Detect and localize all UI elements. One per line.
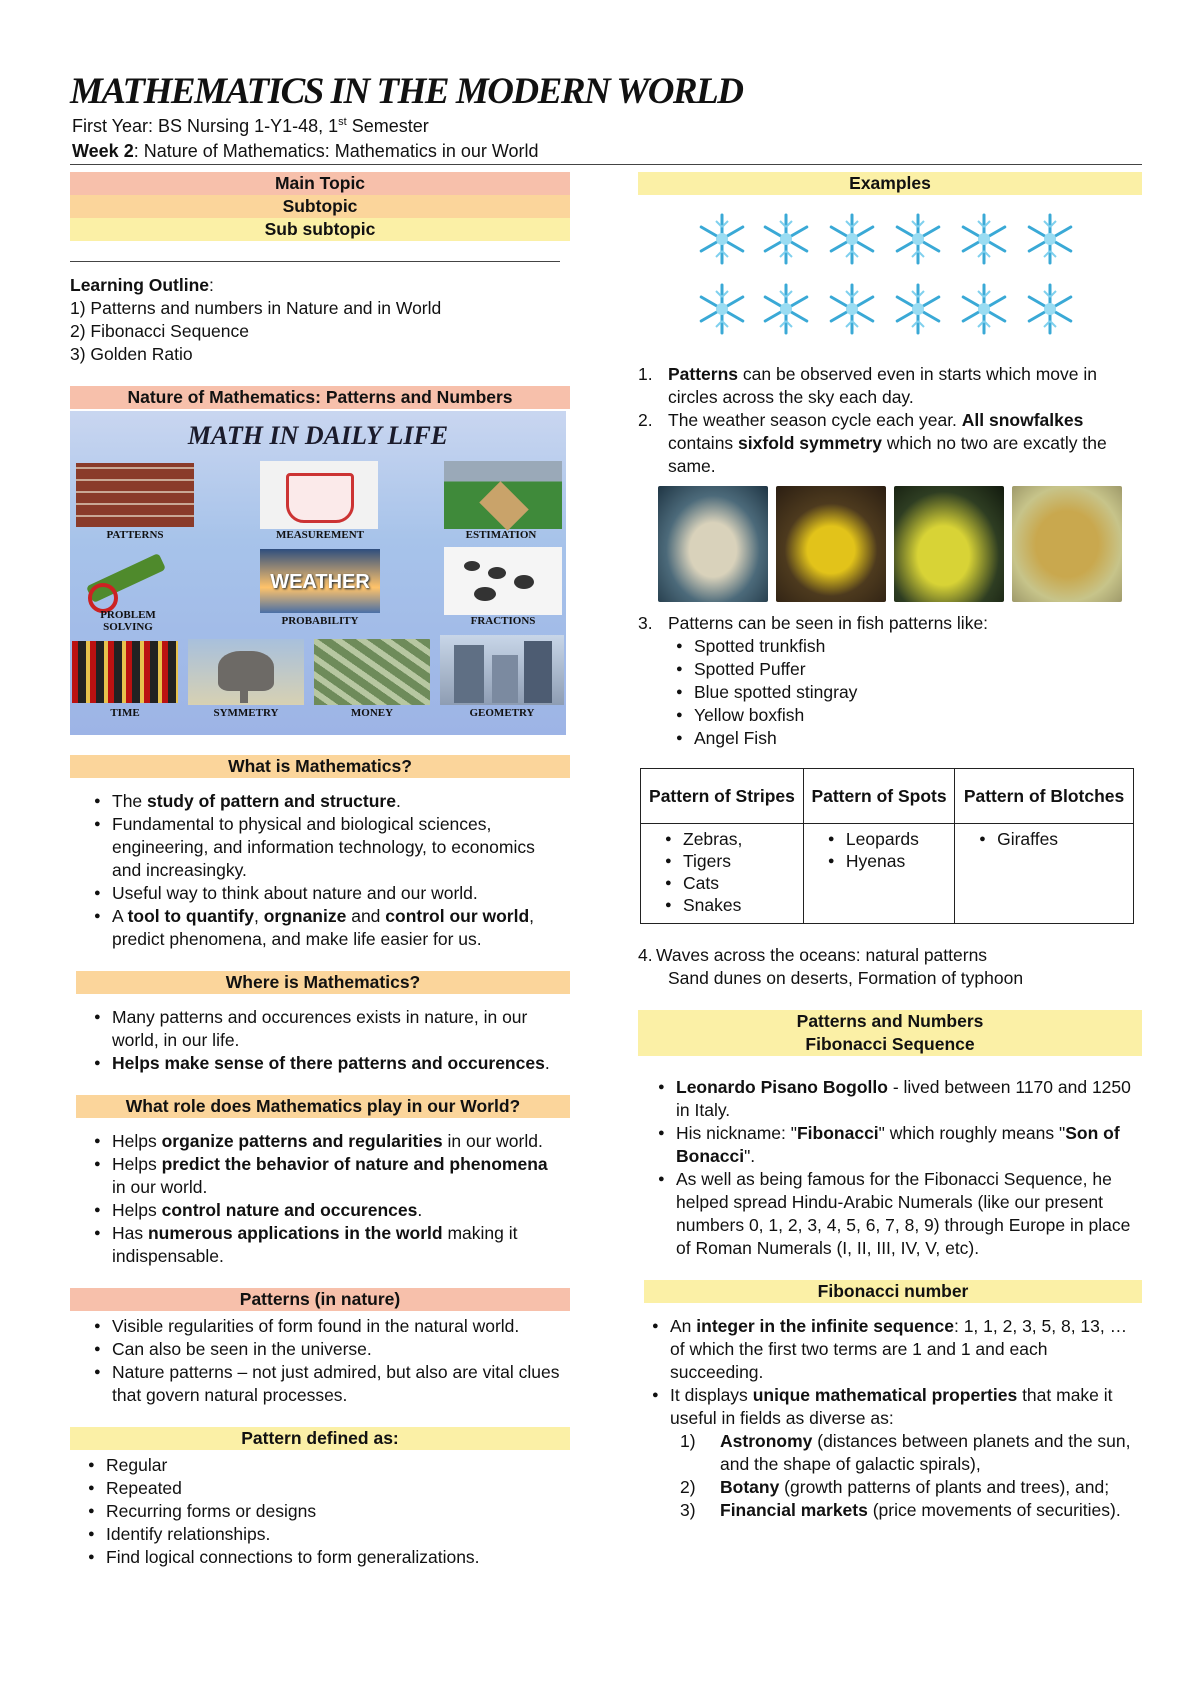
list-item: ● Giraffes — [975, 828, 1133, 850]
scissors-image — [80, 549, 170, 609]
list-item: ● Regular — [84, 1454, 554, 1477]
table-header-stripes: Pattern of Stripes — [641, 769, 804, 824]
legend-subtopic: Subtopic — [70, 195, 570, 218]
where-is-list — [90, 1006, 560, 1075]
elephant-image — [188, 639, 304, 705]
list-item: ● Tigers — [661, 850, 803, 872]
fibonacci-number-heading: Fibonacci number — [644, 1280, 1142, 1303]
list-item: 2) Botany (growth patterns of plants and trees), and; — [680, 1477, 1110, 1497]
list-item: ● His nickname: "Fibonacci" which roughly means "Son of Bonacci". — [654, 1122, 1134, 1168]
list-item: ● Blue spotted stingray — [672, 681, 1142, 704]
poster-title: MATH IN DAILY LIFE — [187, 421, 449, 450]
clocks-image — [72, 641, 178, 703]
list-item: ● Spotted Puffer — [672, 658, 1142, 681]
patterns-nature-list — [90, 1315, 560, 1407]
list-item: ● Snakes — [661, 894, 803, 916]
list-item: ● Angel Fish — [672, 727, 1142, 750]
example-4: 4. Waves across the oceans: natural patterns Sand dunes on deserts, Formation of typhoon — [638, 945, 1024, 988]
math-daily-life-poster: MATH IN DAILY LIFE PATTERNS MEASUREMENT ESTIMATION PROBLEM SOLVING WEATHER PROBABILITY FRACTIONS TIME SYMMETRY MONEY GEOMETRY — [70, 411, 566, 735]
snowflake-row-2 — [701, 285, 1071, 333]
fish-images — [638, 486, 1142, 602]
spots-cell — [803, 824, 954, 924]
week-line: Week 2: Nature of Mathematics: Mathematics in our World — [72, 141, 539, 161]
patterns-nature-heading: Patterns (in nature) — [70, 1288, 570, 1311]
fish-list — [672, 635, 1142, 750]
money-image — [314, 639, 430, 705]
snowflake-row-1 — [701, 215, 1071, 263]
list-item: ● Can also be seen in the universe. — [90, 1338, 560, 1361]
header-rule — [70, 164, 1142, 165]
role-heading: What role does Mathematics play in our World? — [76, 1095, 570, 1118]
pattern-table — [640, 768, 1134, 924]
list-item: ● Yellow boxfish — [672, 704, 1142, 727]
list-item: ● Useful way to think about nature and our world. — [90, 882, 560, 905]
example-3: 3. Patterns can be seen in fish patterns like: ● Spotted trunkfish ● Spotted Puffer ● Blue spotted stingray ● Yellow boxfish ● Angel Fish — [638, 612, 1142, 750]
list-item: ● Recurring forms or designs — [84, 1500, 554, 1523]
left-column — [70, 172, 570, 1569]
stripes-cell — [641, 824, 804, 924]
course-line: First Year: BS Nursing 1-Y1-48, 1st Semester — [72, 116, 429, 136]
legend-sub-subtopic: Sub subtopic — [70, 218, 570, 241]
list-item: ● Helps make sense of there patterns and occurences. — [90, 1052, 560, 1075]
learning-outline: Learning Outline: 1) Patterns and numbers in Nature and in World 2) Fibonacci Sequence 3) Golden Ratio — [70, 275, 442, 364]
what-is-heading: What is Mathematics? — [70, 755, 570, 778]
list-item: ● It displays unique mathematical properties that make it useful in fields as diverse as: — [648, 1384, 1134, 1430]
list-item: ● Fundamental to physical and biological sciences, engineering, and information technology, to economics and increasingky. — [90, 813, 560, 882]
fibonacci-number-list — [648, 1315, 1134, 1430]
document-title: MATHEMATICS IN THE MODERN WORLD — [70, 71, 743, 112]
stadium-image — [444, 461, 562, 529]
list-item: ● Leonardo Pisano Bogollo - lived between 1170 and 1250 in Italy. — [654, 1076, 1134, 1122]
weather-image: WEATHER — [260, 549, 380, 613]
pattern-defined-heading: Pattern defined as: — [70, 1427, 570, 1450]
trunkfish-image — [658, 486, 768, 602]
list-item: ● Hyenas — [824, 850, 954, 872]
list-item: ● Helps organize patterns and regularities in our world. — [90, 1130, 565, 1153]
table-header-spots: Pattern of Spots — [803, 769, 954, 824]
role-list — [90, 1130, 565, 1268]
legend-main-topic: Main Topic — [70, 172, 570, 195]
list-item: ● An integer in the infinite sequence: 1, 1, 2, 3, 5, 8, 13, … of which the first two terms are 1 and 1 and each succeeding. — [648, 1315, 1134, 1384]
outline-rule — [70, 261, 560, 262]
list-item: ● A tool to quantify, orgnanize and control our world, predict phenomena, and make life easier for us. — [90, 905, 560, 951]
blotches-cell — [955, 824, 1134, 924]
snowflakes-image — [638, 201, 1142, 351]
nature-heading: Nature of Mathematics: Patterns and Numbers — [70, 386, 570, 409]
list-item: ● Helps predict the behavior of nature and phenomena in our world. — [90, 1153, 565, 1199]
list-item: ● Helps control nature and occurences. — [90, 1199, 565, 1222]
example-1: 1. Patterns can be observed even in starts which move in circles across the sky each day. — [638, 364, 1097, 407]
fibonacci-sequence-heading: Fibonacci Sequence — [638, 1033, 1142, 1056]
right-column — [638, 172, 1142, 1522]
stingray-image — [1012, 486, 1122, 602]
measuring-cup-image — [260, 461, 378, 529]
fields-list — [680, 1430, 1132, 1522]
list-item: 1) Astronomy (distances between planets and the sun, and the shape of galactic spirals), — [680, 1431, 1131, 1474]
list-item: ● As well as being famous for the Fibonacci Sequence, he helped spread Hindu-Arabic Numerals (like our present numbers 0, 1, 2, 3, 4, 5, 6, 7, 8, 9) through Europe in place of Roman Numerals (I, II, III, IV, V, etc). — [654, 1168, 1134, 1260]
list-item: ● Repeated — [84, 1477, 554, 1500]
measuring-spoons-image — [444, 547, 562, 615]
table-header-blotches: Pattern of Blotches — [955, 769, 1134, 824]
list-item: ● Spotted trunkfish — [672, 635, 1142, 658]
list-item: 3) Financial markets (price movements of securities). — [680, 1500, 1121, 1520]
list-item: ● The study of pattern and structure. — [90, 790, 560, 813]
fibonacci-list — [654, 1076, 1134, 1260]
list-item: ● Visible regularities of form found in the natural world. — [90, 1315, 560, 1338]
list-item: ● Cats — [661, 872, 803, 894]
list-item: ● Find logical connections to form generalizations. — [84, 1546, 554, 1569]
examples-heading: Examples — [638, 172, 1142, 195]
bricks-image — [76, 463, 194, 527]
buildings-image — [440, 635, 564, 705]
list-item: ● Nature patterns – not just admired, but also are vital clues that govern natural processes. — [90, 1361, 560, 1407]
example-2: 2. The weather season cycle each year. All snowfalkes contains sixfold symmetry which no two are excatly the same. — [638, 410, 1107, 476]
what-is-list — [90, 790, 560, 951]
patterns-numbers-heading: Patterns and Numbers — [638, 1010, 1142, 1033]
examples-text — [638, 363, 1142, 478]
boxfish-image — [776, 486, 886, 602]
list-item: ● Zebras, — [661, 828, 803, 850]
list-item: ● Has numerous applications in the world making it indispensable. — [90, 1222, 565, 1268]
puffer-image — [894, 486, 1004, 602]
where-is-heading: Where is Mathematics? — [76, 971, 570, 994]
list-item: ● Identify relationships. — [84, 1523, 554, 1546]
list-item: ● Many patterns and occurences exists in nature, in our world, in our life. — [90, 1006, 560, 1052]
pattern-defined-list — [84, 1454, 554, 1569]
list-item: ● Leopards — [824, 828, 954, 850]
